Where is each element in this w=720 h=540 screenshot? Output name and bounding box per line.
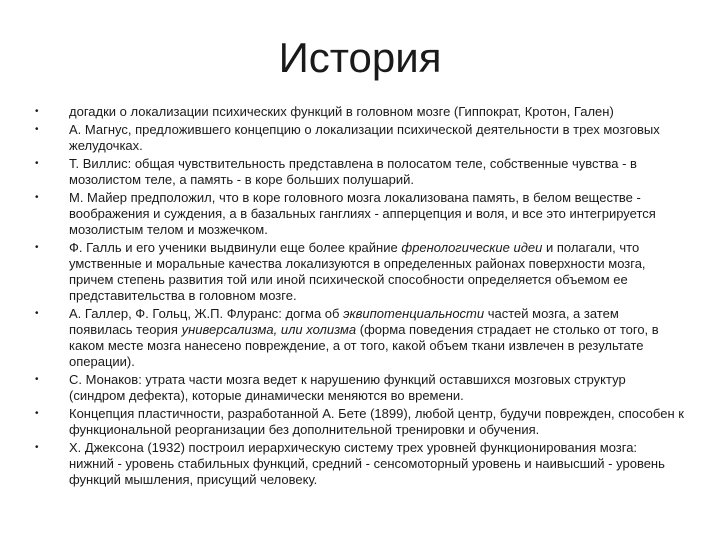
text-segment: С. Монаков: утрата части мозга ведет к нарушению функций оставшихся мозговых структур (синдром дефекта), которые динамически меняются во времени. [69, 372, 626, 403]
bullet-icon: • [35, 124, 39, 135]
italic-term: универсализма, или холизма [181, 322, 357, 337]
list-item-text [69, 122, 660, 153]
bullet-icon: • [35, 308, 39, 319]
italic-term: эквипотенциальности [343, 306, 485, 321]
text-segment: (форма поведения страдает не столько от того, в каком месте мозга нанесено повреждение, а от того, какой объем ткани извлечен в результате операции). [69, 322, 659, 369]
list-item-text [69, 372, 626, 403]
text-segment: и полагали, что умственные и моральные качества локализуются в определенных районах поверхности мозга, причем степень развития той или иной психической способности определяется объемом ее представительства в головном мозге. [69, 240, 646, 303]
list-item [35, 372, 685, 404]
bullet-icon: • [35, 442, 39, 453]
list-item-text [69, 306, 659, 369]
bullet-icon: • [35, 242, 39, 253]
bullet-icon: • [35, 192, 39, 203]
list-item [35, 240, 685, 304]
text-segment: А. Галлер, Ф. Гольц, Ж.П. Флуранс: догма об [69, 306, 344, 321]
bullet-icon: • [35, 374, 39, 385]
text-segment: Т. Виллис: общая чувствительность представлена в полосатом теле, собственные чувства - в мозолистом теле, а память - в коре больших полушарий. [69, 156, 637, 187]
list-item-text [69, 156, 637, 187]
text-segment: Х. Джексона (1932) построил иерархическую систему трех уровней функционирования мозга: нижний - уровень стабильных функций, средний - сенсомоторный уровень и наивысший - уровень функций мышления, присущий человеку. [69, 440, 665, 487]
list-item [35, 406, 685, 438]
list-item [35, 440, 685, 488]
list-item-text [69, 104, 614, 119]
bullet-list [35, 104, 685, 490]
list-item [35, 306, 685, 370]
text-segment: догадки о локализации психических функций в головном мозге (Гиппократ, Кротон, Гален) [69, 104, 614, 119]
text-segment: М. Майер предположил, что в коре головного мозга локализована память, в белом веществе - воображения и суждения, а в базальных ганглиях - апперцепция и воля, и все это интегрируется мозолистым телом и мозжечком. [69, 190, 656, 237]
list-item-text [69, 440, 665, 487]
bullet-icon: • [35, 158, 39, 169]
list-item-text [69, 240, 646, 303]
list-item [35, 190, 685, 238]
list-item [35, 122, 685, 154]
list-item-text [69, 406, 684, 437]
italic-term: френологические идеи [401, 240, 543, 255]
slide-title: История [278, 34, 442, 81]
text-segment: частей мозга, а затем появилась теория [69, 306, 619, 337]
list-item [35, 104, 685, 120]
list-item-text [69, 190, 656, 237]
bullet-icon: • [35, 408, 39, 419]
list-item [35, 156, 685, 188]
text-segment: Концепция пластичности, разработанной А. Бете (1899), любой центр, будучи поврежден, способен к функциональной реорганизации без дополнительной тренировки и обучения. [69, 406, 684, 437]
bullet-icon: • [35, 106, 39, 117]
text-segment: А. Магнус, предложившего концепцию о локализации психической деятельности в трех мозговых желудочках. [69, 122, 660, 153]
text-segment: Ф. Галль и его ученики выдвинули еще более крайние [69, 240, 402, 255]
